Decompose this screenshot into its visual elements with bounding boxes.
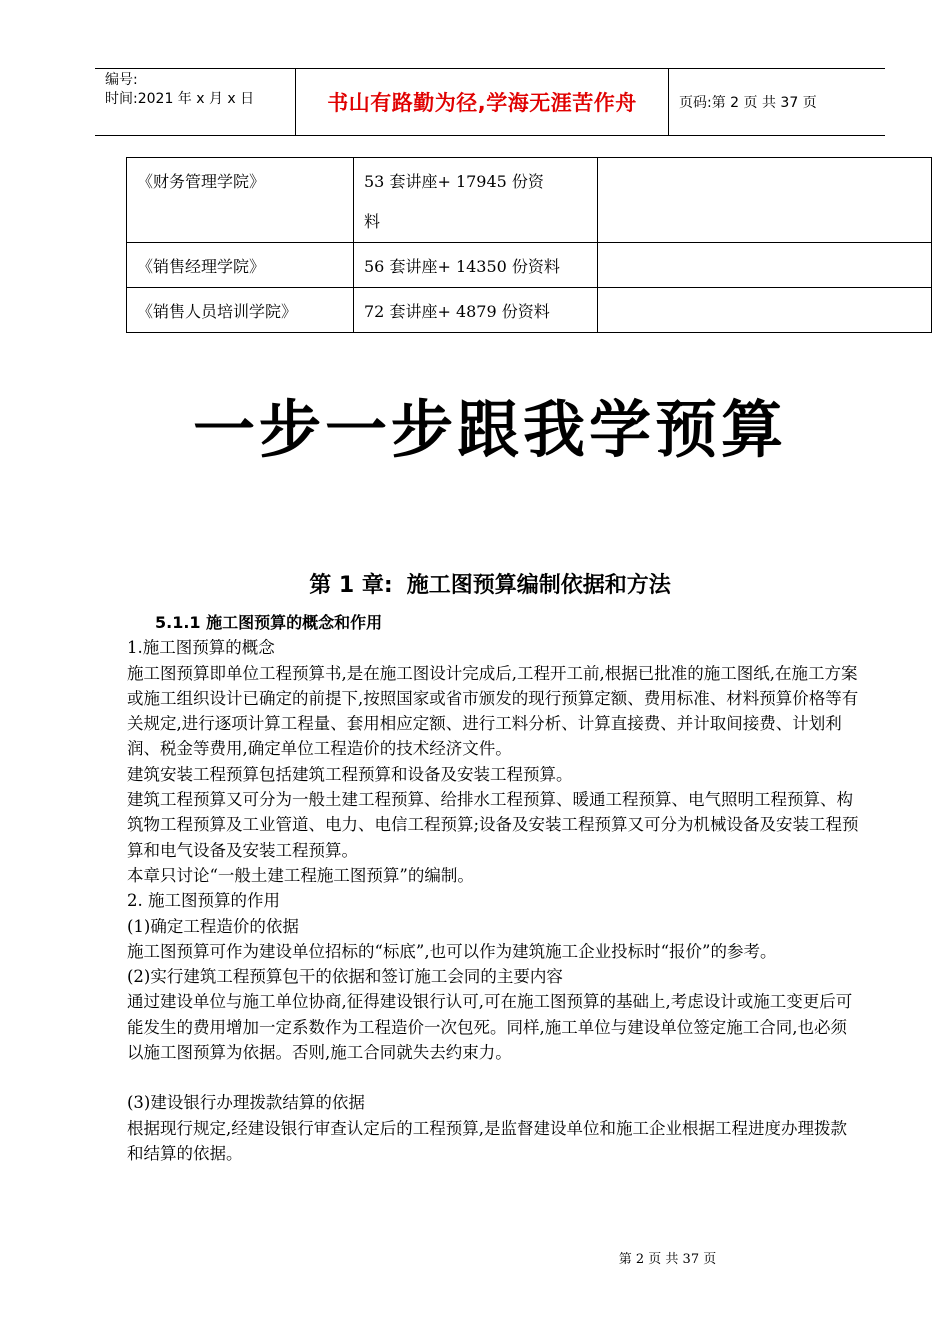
resource-desc-line: 料 <box>364 212 381 231</box>
resource-desc-line: 53 套讲座+ 17945 份资 <box>364 172 544 191</box>
table-row <box>127 243 932 288</box>
main-title: 一步一步跟我学预算 <box>192 393 787 466</box>
resource-name: 《销售经理学院》 <box>127 243 354 288</box>
header-motto: 书山有路勤为径,学海无涯苦作舟 <box>327 91 637 115</box>
chapter-name: 施工图预算编制依据和方法 <box>406 573 671 598</box>
page-header <box>95 68 885 136</box>
paragraph: 施工图预算即单位工程预算书,是在施工图设计完成后,工程开工前,根据已批准的施工图纸,在施工方案或施工组织设计已确定的前提下,按照国家或省市颁发的现行预算定额、费用标准、材料预算价格等有关规定,进行逐项计算工程量、套用相应定额、进行工料分析、计算直接费、并计取间接费、计划利润、税金等费用,确定单位工程造价的技术经济文件。 <box>127 663 859 759</box>
paragraph: 通过建设单位与施工单位协商,征得建设银行认可,可在施工图预算的基础上,考虑设计或施工变更后可能发生的费用增加一定系数作为工程造价一次包死。同样,施工单位与建设单位签定施工合同,也必须以施工图预算为依据。否则,施工合同就失去约束力。 <box>127 992 853 1063</box>
paragraph: (2)实行建筑工程预算包干的依据和签订施工会同的主要内容 <box>127 967 563 987</box>
resource-desc <box>354 158 598 243</box>
blank-line <box>127 1065 862 1090</box>
paragraph: 本章只讨论“一般土建工程施工图预算”的编制。 <box>127 865 474 885</box>
resource-extra <box>598 158 932 243</box>
paragraph: 根据现行规定,经建设银行审查认定后的工程预算,是监督建设单位和施工企业根据工程进度办理拨款和结算的依据。 <box>127 1118 847 1163</box>
table-row <box>127 288 932 333</box>
resource-table <box>126 157 932 333</box>
chapter-title <box>0 568 950 599</box>
resource-desc: 56 套讲座+ 14350 份资料 <box>354 243 598 288</box>
document-number-label: 编号: <box>105 72 138 88</box>
resource-extra <box>598 243 932 288</box>
header-meta <box>95 69 296 135</box>
section-heading: 5.1.1 施工图预算的概念和作用 <box>155 613 383 632</box>
resource-name: 《销售人员培训学院》 <box>127 288 354 333</box>
header-page-number: 页码:第 2 页 共 37 页 <box>679 95 817 111</box>
table-row <box>127 158 932 243</box>
paragraph: 1.施工图预算的概念 <box>127 638 275 658</box>
page-footer: 第 2 页 共 37 页 <box>618 1252 717 1267</box>
document-time-label: 时间:2021 年 x 月 x 日 <box>105 91 255 107</box>
paragraph: 建筑工程预算又可分为一般土建工程预算、给排水工程预算、暖通工程预算、电气照明工程预算、构筑物工程预算及工业管道、电力、电信工程预算;设备及安装工程预算又可分为机械设备及安装工程预算和电气设备及安装工程预算。 <box>127 790 859 860</box>
paragraph: 建筑安装工程预算包括建筑工程预算和设备及安装工程预算。 <box>127 764 573 784</box>
paragraph: (3)建设银行办理拨款结算的依据 <box>127 1093 365 1113</box>
header-motto-cell <box>296 69 669 135</box>
paragraph: 2. 施工图预算的作用 <box>127 891 280 911</box>
resource-extra <box>598 288 932 333</box>
paragraph: (1)确定工程造价的依据 <box>127 916 299 936</box>
paragraph: 施工图预算可作为建设单位招标的“标底”,也可以作为建筑施工企业投标时“报价”的参考。 <box>127 941 777 961</box>
body-content <box>127 610 862 1166</box>
resource-name: 《财务管理学院》 <box>127 158 354 243</box>
resource-desc: 72 套讲座+ 4879 份资料 <box>354 288 598 333</box>
chapter-number: 第 1 章: <box>309 573 393 598</box>
